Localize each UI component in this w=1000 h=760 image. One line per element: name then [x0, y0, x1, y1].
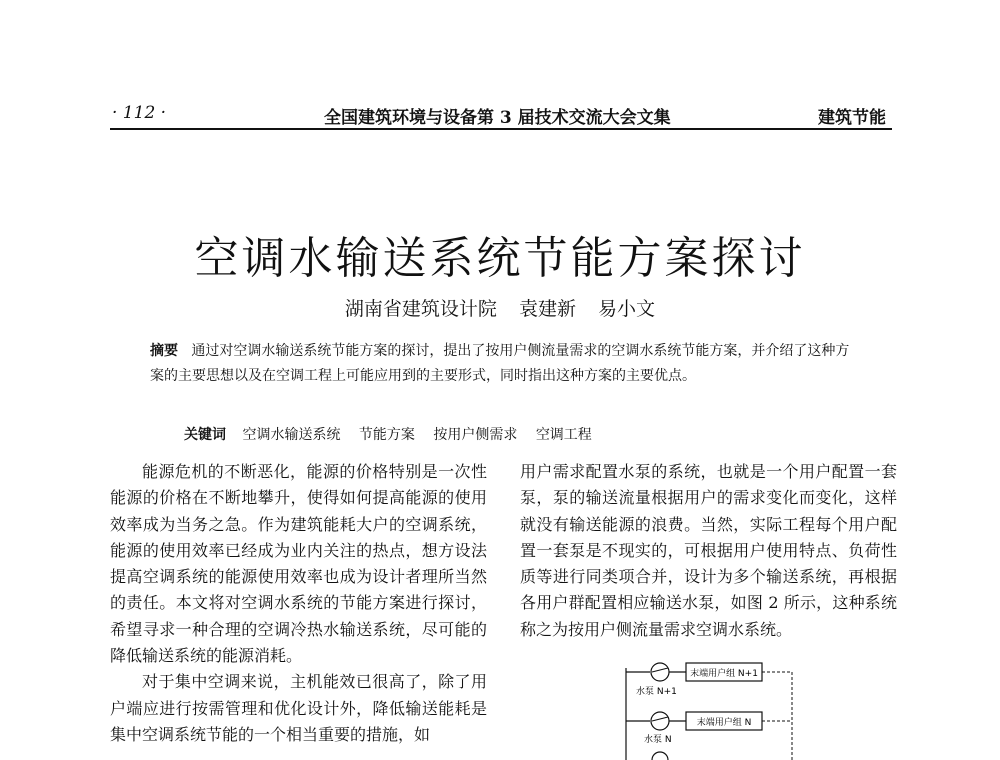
right-column [520, 459, 897, 643]
journal-title: 全国建筑环境与设备第 3 届技术交流大会文集 [324, 108, 671, 128]
pump-label: 水泵 N+1 [636, 687, 677, 697]
abstract-text: 通过对空调水输送系统节能方案的探讨，提出了按用户侧流量需求的空调水系统节能方案，并介绍了这种方案的主要思想以及在空调工程上可能应用到的主要形式，同时指出这种方案的主要优点。 [150, 343, 850, 384]
author-line [0, 294, 1000, 321]
article-title: 空调水输送系统节能方案探讨 [194, 233, 806, 284]
user-group-label: 末端用户组 N+1 [690, 669, 758, 679]
author-name: 易小文 [598, 298, 656, 320]
user-group-label: 末端用户组 N [696, 718, 752, 728]
keyword: 按用户侧需求 [433, 427, 518, 443]
keyword: 节能方案 [358, 427, 415, 443]
body-paragraph: 能源危机的不断恶化，能源的价格特别是一次性能源的价格在不断地攀升，使得如何提高能源的使用效率成为当务之急。作为建筑能耗大户的空调系统，能源的使用效率已经成为业内关注的热点，想方设法提高空调系统的能源使用效率也成为设计者理所当然的责任。本文将对空调水系统的节能方案进行探讨，希望寻求一种合理的空调冷热水输送系统，尽可能的降低输送系统的能源消耗。 [110, 462, 487, 666]
author-name: 袁建新 [518, 298, 576, 320]
keywords-label: 关键词 [184, 427, 226, 443]
header-rule [110, 128, 892, 130]
left-column [110, 459, 487, 748]
abstract-label: 摘要 [150, 343, 178, 359]
running-header [112, 103, 890, 128]
pump-label: 水泵 N [644, 735, 672, 745]
pump-system-diagram [620, 660, 820, 760]
body-paragraph: 对于集中空调来说，主机能效已很高了，除了用户端应进行按需管理和优化设计外，降低输送能耗是集中空调系统节能的一个相当重要的措施，如 [110, 672, 487, 744]
abstract [150, 339, 862, 389]
body-paragraph: 用户需求配置水泵的系统，也就是一个用户配置一套泵，泵的输送流量根据用户的需求变化而变化，这样就没有输送能源的浪费。当然，实际工程每个用户配置一套泵是不现实的，可根据用户使用特点、负荷性质等进行同类项合并，设计为多个输送系统，再根据各用户群配置相应输送水泵，如图 2 所示，这种系统称之为按用户侧流量需求空调水系统。 [520, 462, 897, 639]
page-number: · 112 · [112, 103, 167, 123]
keywords [184, 424, 606, 444]
keyword: 空调工程 [535, 427, 592, 443]
keyword: 空调水输送系统 [242, 427, 341, 443]
affiliation: 湖南省建筑设计院 [344, 298, 497, 320]
pump-icon [652, 752, 668, 760]
section-name: 建筑节能 [818, 108, 886, 128]
